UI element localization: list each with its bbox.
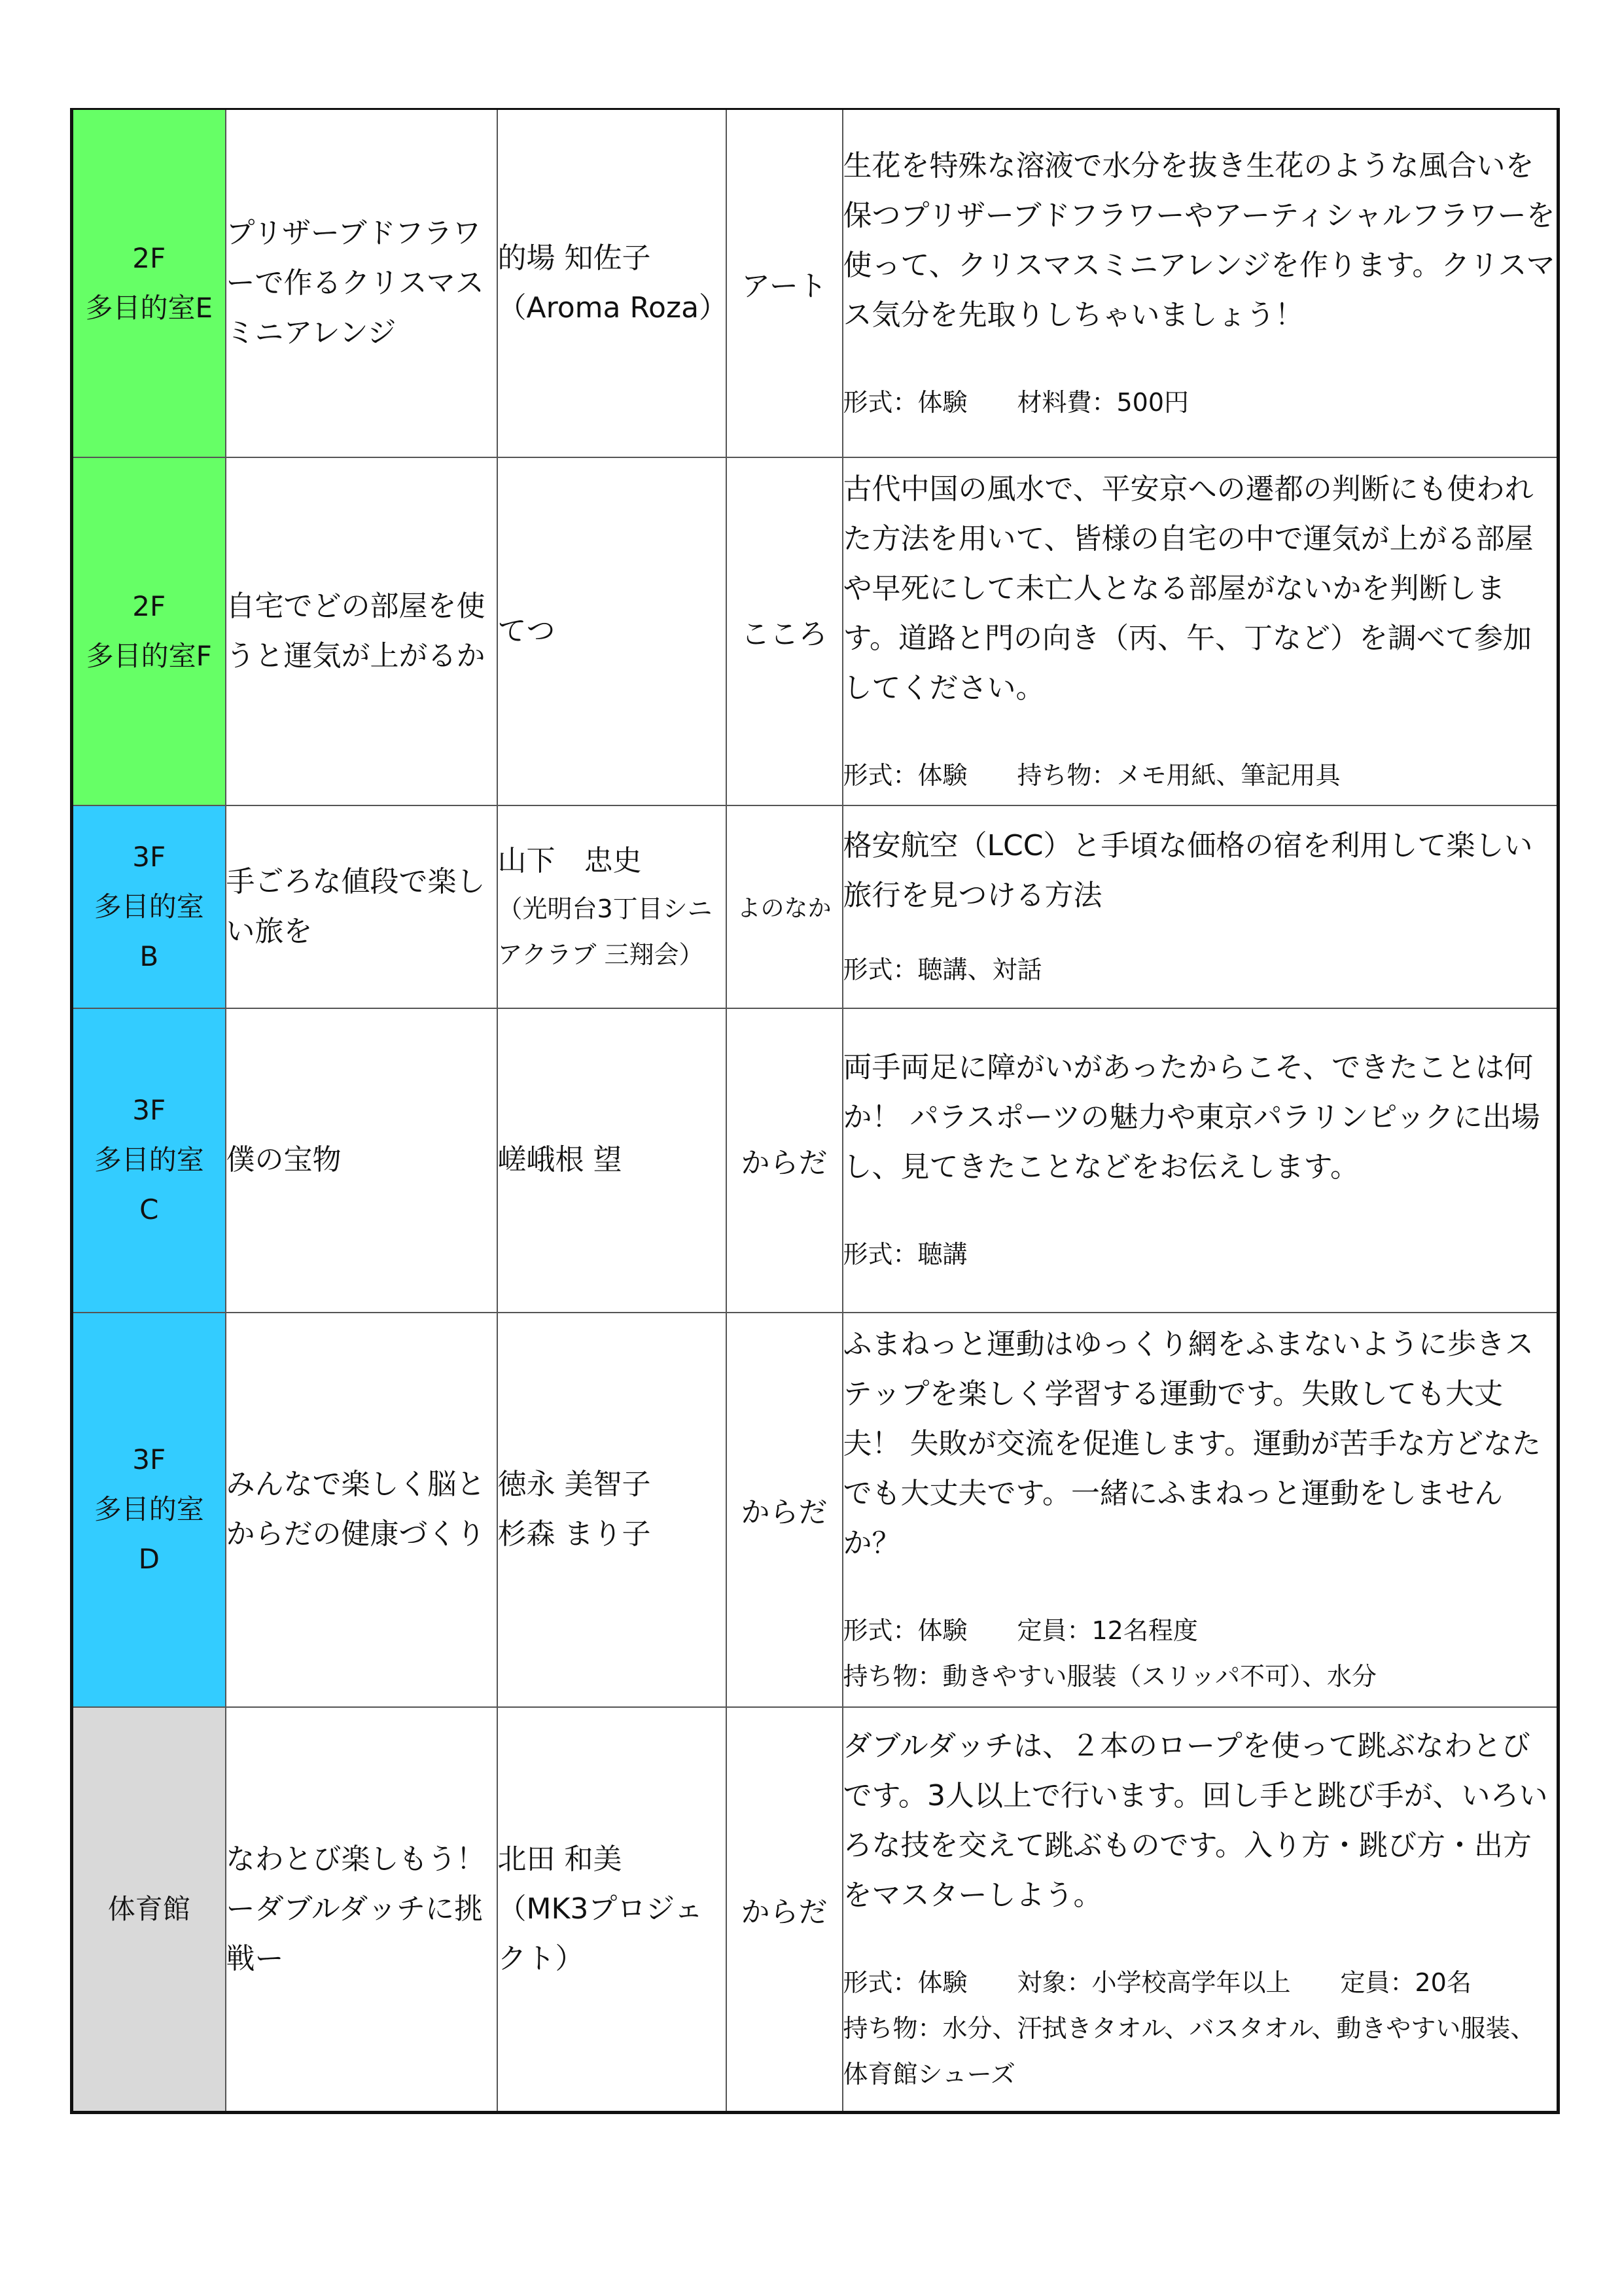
room-name: 多目的室E bbox=[85, 291, 213, 324]
format-info: 形式：体験 定員：12名程度 bbox=[843, 1616, 1198, 1645]
room-cell bbox=[72, 1008, 226, 1313]
category-label: からだ bbox=[726, 1008, 843, 1313]
description-text: 両手両足に障がいがあったからこそ、できたことは何か！ パラスポーツの魅力や東京パラリンピックに出場し、見てきたことなどをお伝えします。 bbox=[843, 1051, 1540, 1184]
speaker-organization: （光明台3丁目シニアクラブ 三翔会） bbox=[497, 894, 713, 969]
room-name: 多目的室 bbox=[94, 890, 204, 923]
room-floor: 2F bbox=[132, 590, 166, 622]
speaker-name: 山下 忠史 bbox=[497, 843, 642, 877]
description-cell bbox=[843, 1008, 1559, 1313]
table-row bbox=[72, 457, 1559, 805]
room-name: 多目的室 bbox=[94, 1144, 204, 1176]
description-cell bbox=[843, 1313, 1559, 1707]
speaker-cell bbox=[497, 1008, 726, 1313]
speaker-cell bbox=[497, 457, 726, 805]
table-row bbox=[72, 805, 1559, 1008]
description-text: ダブルダッチは、２本のロープを使って跳ぶなわとびです。3人以上で行います。回し手と跳び手が、いろいろな技を交えて跳ぶものです。入り方・跳び方・出方をマスターしよう。 bbox=[843, 1729, 1548, 1912]
description-cell bbox=[843, 805, 1559, 1008]
description-cell bbox=[843, 109, 1559, 457]
speaker-cell bbox=[497, 1707, 726, 2113]
belongings-info: 持ち物：動きやすい服装（スリッパ不可）、水分 bbox=[843, 1662, 1377, 1691]
room-cell bbox=[72, 1313, 226, 1707]
room-floor: 2F bbox=[132, 241, 166, 274]
session-title: プリザーブドフラワーで作るクリスマスミニアレンジ bbox=[226, 109, 497, 457]
session-title: 僕の宝物 bbox=[226, 1008, 497, 1313]
format-info: 形式：聴講、対話 bbox=[843, 955, 1042, 984]
speaker-name: 徳永 美智子 bbox=[497, 1468, 651, 1501]
format-info: 形式：体験 対象：小学校高学年以上 定員：20名 bbox=[843, 1968, 1472, 1997]
speaker-name: 的場 知佐子 bbox=[497, 241, 651, 275]
room-name: 多目的室F bbox=[86, 639, 212, 672]
speaker-organization: （Aroma Roza） bbox=[497, 291, 728, 325]
description-text: 格安航空（LCC）と手頃な価格の宿を利用して楽しい旅行を見つける方法 bbox=[843, 828, 1533, 912]
room-floor: 3F bbox=[132, 840, 166, 873]
room-floor: 3F bbox=[132, 1443, 166, 1475]
description-text: 古代中国の風水で、平安京への遷都の判断にも使われた方法を用いて、皆様の自宅の中で運気が上がる部屋や早死にして未亡人となる部屋がないかを判断します。道路と門の向き（丙、午、丁など）を調べて参加してください。 bbox=[843, 472, 1534, 705]
room-letter: C bbox=[139, 1193, 159, 1226]
description-text: ふまねっと運動はゆっくり網をふまないように歩きステップを楽しく学習する運動です。失敗しても大丈夫！ 失敗が交流を促進します。運動が苦手な方どなたでも大丈夫です。一緒にふまねっと運動をしませんか？ bbox=[843, 1328, 1541, 1560]
session-title: なわとび楽しもう！ ーダブルダッチに挑戦ー bbox=[226, 1707, 497, 2113]
speaker-name: 北田 和美 bbox=[497, 1842, 622, 1876]
table-row bbox=[72, 1313, 1559, 1707]
category-label: からだ bbox=[726, 1313, 843, 1707]
format-info: 形式：聴講 bbox=[843, 1240, 968, 1269]
session-title: 自宅でどの部屋を使うと運気が上がるか bbox=[226, 457, 497, 805]
description-cell bbox=[843, 1707, 1559, 2113]
room-cell bbox=[72, 805, 226, 1008]
speaker-cell bbox=[497, 109, 726, 457]
speaker-organization: （MK3プロジェクト） bbox=[497, 1892, 703, 1975]
room-name: 体育館 bbox=[107, 1892, 190, 1925]
belongings-info: 持ち物：水分、汗拭きタオル、バスタオル、動きやすい服装、体育館シューズ bbox=[843, 2013, 1536, 2089]
format-info: 形式：体験 材料費：500円 bbox=[843, 387, 1190, 417]
category-label: からだ bbox=[726, 1707, 843, 2113]
speaker-name: てつ bbox=[497, 614, 555, 648]
room-letter: B bbox=[139, 940, 159, 972]
table-row bbox=[72, 1008, 1559, 1313]
room-letter: D bbox=[138, 1543, 160, 1575]
category-label: アート bbox=[726, 109, 843, 457]
session-title: 手ごろな値段で楽しい旅を bbox=[226, 805, 497, 1008]
speaker-name-second: 杉森 まり子 bbox=[497, 1517, 651, 1551]
room-cell bbox=[72, 1707, 226, 2113]
format-info: 形式：体験 持ち物：メモ用紙、筆記用具 bbox=[843, 760, 1341, 790]
session-title: みんなで楽しく脳とからだの健康づくり bbox=[226, 1313, 497, 1707]
speaker-cell bbox=[497, 805, 726, 1008]
description-text: 生花を特殊な溶液で水分を抜き生花のような風合いを保つプリザーブドフラワーやアーティシャルフラワーを使って、クリスマスミニアレンジを作ります。クリスマス気分を先取りしちゃいましょう！ bbox=[843, 149, 1555, 332]
table-row bbox=[72, 109, 1559, 457]
room-cell bbox=[72, 109, 226, 457]
room-floor: 3F bbox=[132, 1094, 166, 1126]
category-label: こころ bbox=[726, 457, 843, 805]
category-label: よのなか bbox=[726, 805, 843, 1008]
description-cell bbox=[843, 457, 1559, 805]
event-schedule-table bbox=[70, 108, 1560, 2114]
room-name: 多目的室 bbox=[94, 1493, 204, 1525]
speaker-name: 嵯峨根 望 bbox=[497, 1143, 622, 1176]
speaker-cell bbox=[497, 1313, 726, 1707]
room-cell bbox=[72, 457, 226, 805]
table-row bbox=[72, 1707, 1559, 2113]
